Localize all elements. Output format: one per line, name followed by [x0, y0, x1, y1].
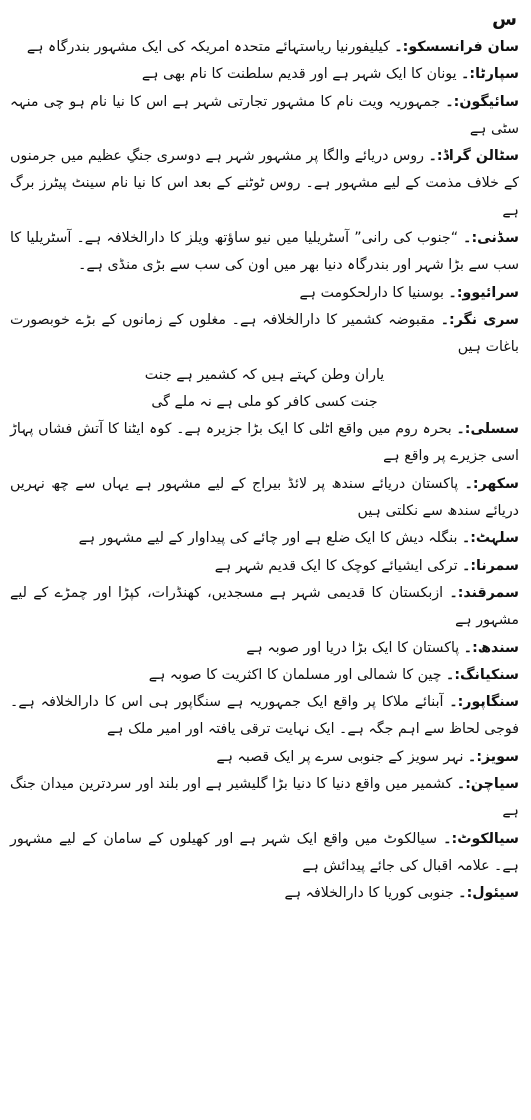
entry-sylhet: [10, 525, 519, 552]
entry-text: جنوبی کوریا کا دارالخلافہ ہے: [284, 885, 454, 902]
entry-sydney: [10, 225, 519, 280]
entry-sarajevo: [10, 280, 519, 307]
entry-text: بوسنیا کا دارلحکومت ہے: [299, 284, 445, 301]
verse-line: جنت کسی کافر کو ملی ہے نہ ملے گی: [151, 393, 378, 410]
entry-term: سلہٹ:۔: [461, 530, 519, 547]
entry-singapore: [10, 689, 519, 744]
entry-siachen: [10, 771, 519, 826]
entry-text: یونان کا ایک شہر ہے اور قدیم سلطنت کا نام بھی ہے: [141, 66, 457, 83]
entry-term: سنگاپور:۔: [449, 694, 520, 711]
entry-term: سڈنی:۔: [463, 230, 519, 247]
entry-sindh: [10, 635, 519, 662]
entry-seoul: [10, 880, 519, 907]
section-heading: س: [492, 9, 517, 30]
entry-term: سنکیانگ:۔: [446, 666, 519, 683]
entry-term: سائیگون:۔: [445, 93, 519, 110]
verse-line: یاران وطن کہتے ہیں کہ کشمیر ہے جنت: [144, 366, 385, 383]
entry-term: سندھ:۔: [463, 639, 519, 656]
entry-term: سیئول:۔: [458, 885, 519, 902]
entry-text: کیلیفورنیا ریاستہائے متحدہ امریکہ کی ایک مشہور بندرگاہ ہے: [26, 39, 390, 55]
entry-text: بنگلہ دیش کا ایک ضلع ہے اور چائے کی پیداوار کے لیے مشہور ہے: [78, 530, 458, 547]
entry-sukkur: [10, 471, 519, 526]
entry-term: سپارٹا:۔: [461, 66, 519, 83]
entry-term: سمرنا:۔: [462, 557, 519, 574]
entry-text: سیالکوٹ میں واقع ایک شہر ہے اور کھیلوں کے سامان کے لیے مشہور ہے۔ علامہ اقبال کی جائے پیدائش ہے: [10, 830, 519, 874]
entry-text: نہر سویز کے جنوبی سرے پر ایک قصبہ ہے: [216, 748, 464, 765]
entry-san-francisco: [10, 34, 519, 61]
entry-text: ازبکستان کا قدیمی شہر ہے مسجدیں، کھنڈرات، کپڑا اور چمڑے کے لیے مشہور ہے: [10, 584, 519, 629]
entry-term: سرائیوو:۔: [448, 284, 519, 301]
entry-text: چین کا شمالی اور مسلمان کا اکثریت کا صوبہ ہے: [148, 666, 442, 683]
entry-srinagar: [10, 307, 519, 362]
entry-sparta: [10, 61, 519, 88]
entry-sialkot: [10, 826, 519, 881]
entry-term: سری نگر:۔: [440, 311, 519, 328]
entry-text: پاکستان کا ایک بڑا دریا اور صوبہ ہے: [246, 639, 460, 656]
entry-sinkiang: [10, 662, 519, 689]
entry-term: سسلی:۔: [456, 421, 519, 438]
entry-text: بحرہ روم میں واقع اٹلی کا ایک بڑا جزیرہ ہے۔ کوہ ایٹنا کا آتش فشاں پہاڑ اسی جزیرے پر واقع ہے: [10, 421, 519, 465]
entry-text: جمہوریہ ویت نام کا مشہور تجارتی شہر ہے اس کا نیا نام ہو چی منہہ سٹی ہے: [10, 93, 519, 137]
entry-text: مقبوضہ کشمیر کا دارالخلافہ ہے۔ مغلوں کے زمانوں کے بڑے خوبصورت باغات ہیں: [10, 311, 519, 356]
entry-stalingrad: [10, 143, 519, 225]
entry-term: سان فرانسسکو:۔: [394, 39, 519, 55]
entry-text: “جنوب کی رانی” آسٹریلیا میں نیو ساؤتھ ویلز کا دارالخلافہ ہے۔ آسٹریلیا کا سب سے بڑا شہر اور بندرگاہ دنیا بھر میں اون کی سب سے بڑی منڈی ہے۔: [10, 230, 519, 274]
entry-text: ترکی ایشیائے کوچک کا ایک قدیم شہر ہے: [214, 557, 458, 574]
entry-saigon: [10, 89, 519, 144]
entry-text: پاکستان دریائے سندھ پر لائڈ بیراج کے لیے مشہور ہے یہاں سے چھ نہریں دریائے سندھ سے نکلتی ہیں: [10, 475, 519, 520]
entry-smyrna: [10, 553, 519, 580]
entry-term: سویز:۔: [468, 748, 519, 765]
entry-samarkand: [10, 580, 519, 635]
entry-suez: [10, 744, 519, 771]
entry-term: سمرقند:۔: [449, 584, 519, 601]
entry-sicily: [10, 416, 519, 471]
entry-text: آبنائے ملاکا پر واقع ایک جمہوریہ ہے سنگاپور ہی اس کا دارالخلافہ ہے۔ فوجی لحاظ سے اہم جگہ ہے۔ ایک نہایت ترقی یافتہ اور امیر ملک ہے: [10, 694, 519, 738]
entry-term: سیالکوٹ:۔: [443, 830, 519, 847]
entry-term: سکھر:۔: [464, 475, 519, 492]
entry-text: روس دریائے والگا پر مشہور شہر ہے دوسری جنگِ عظیم میں جرمنوں کے خلاف مذمت کے لیے مشہور ہے۔ روس ٹوٹنے کے بعد اس کا نیا نام سینٹ پیٹرز برگ ہے: [10, 148, 519, 219]
entry-term: سیاچن:۔: [456, 776, 519, 793]
entry-text: کشمیر میں واقع دنیا کا دنیا بڑا گلیشیر ہے اور بلند اور سردترین میدان جنگ ہے: [10, 776, 519, 820]
entry-term: سٹالن گراڈ:۔: [428, 148, 519, 165]
